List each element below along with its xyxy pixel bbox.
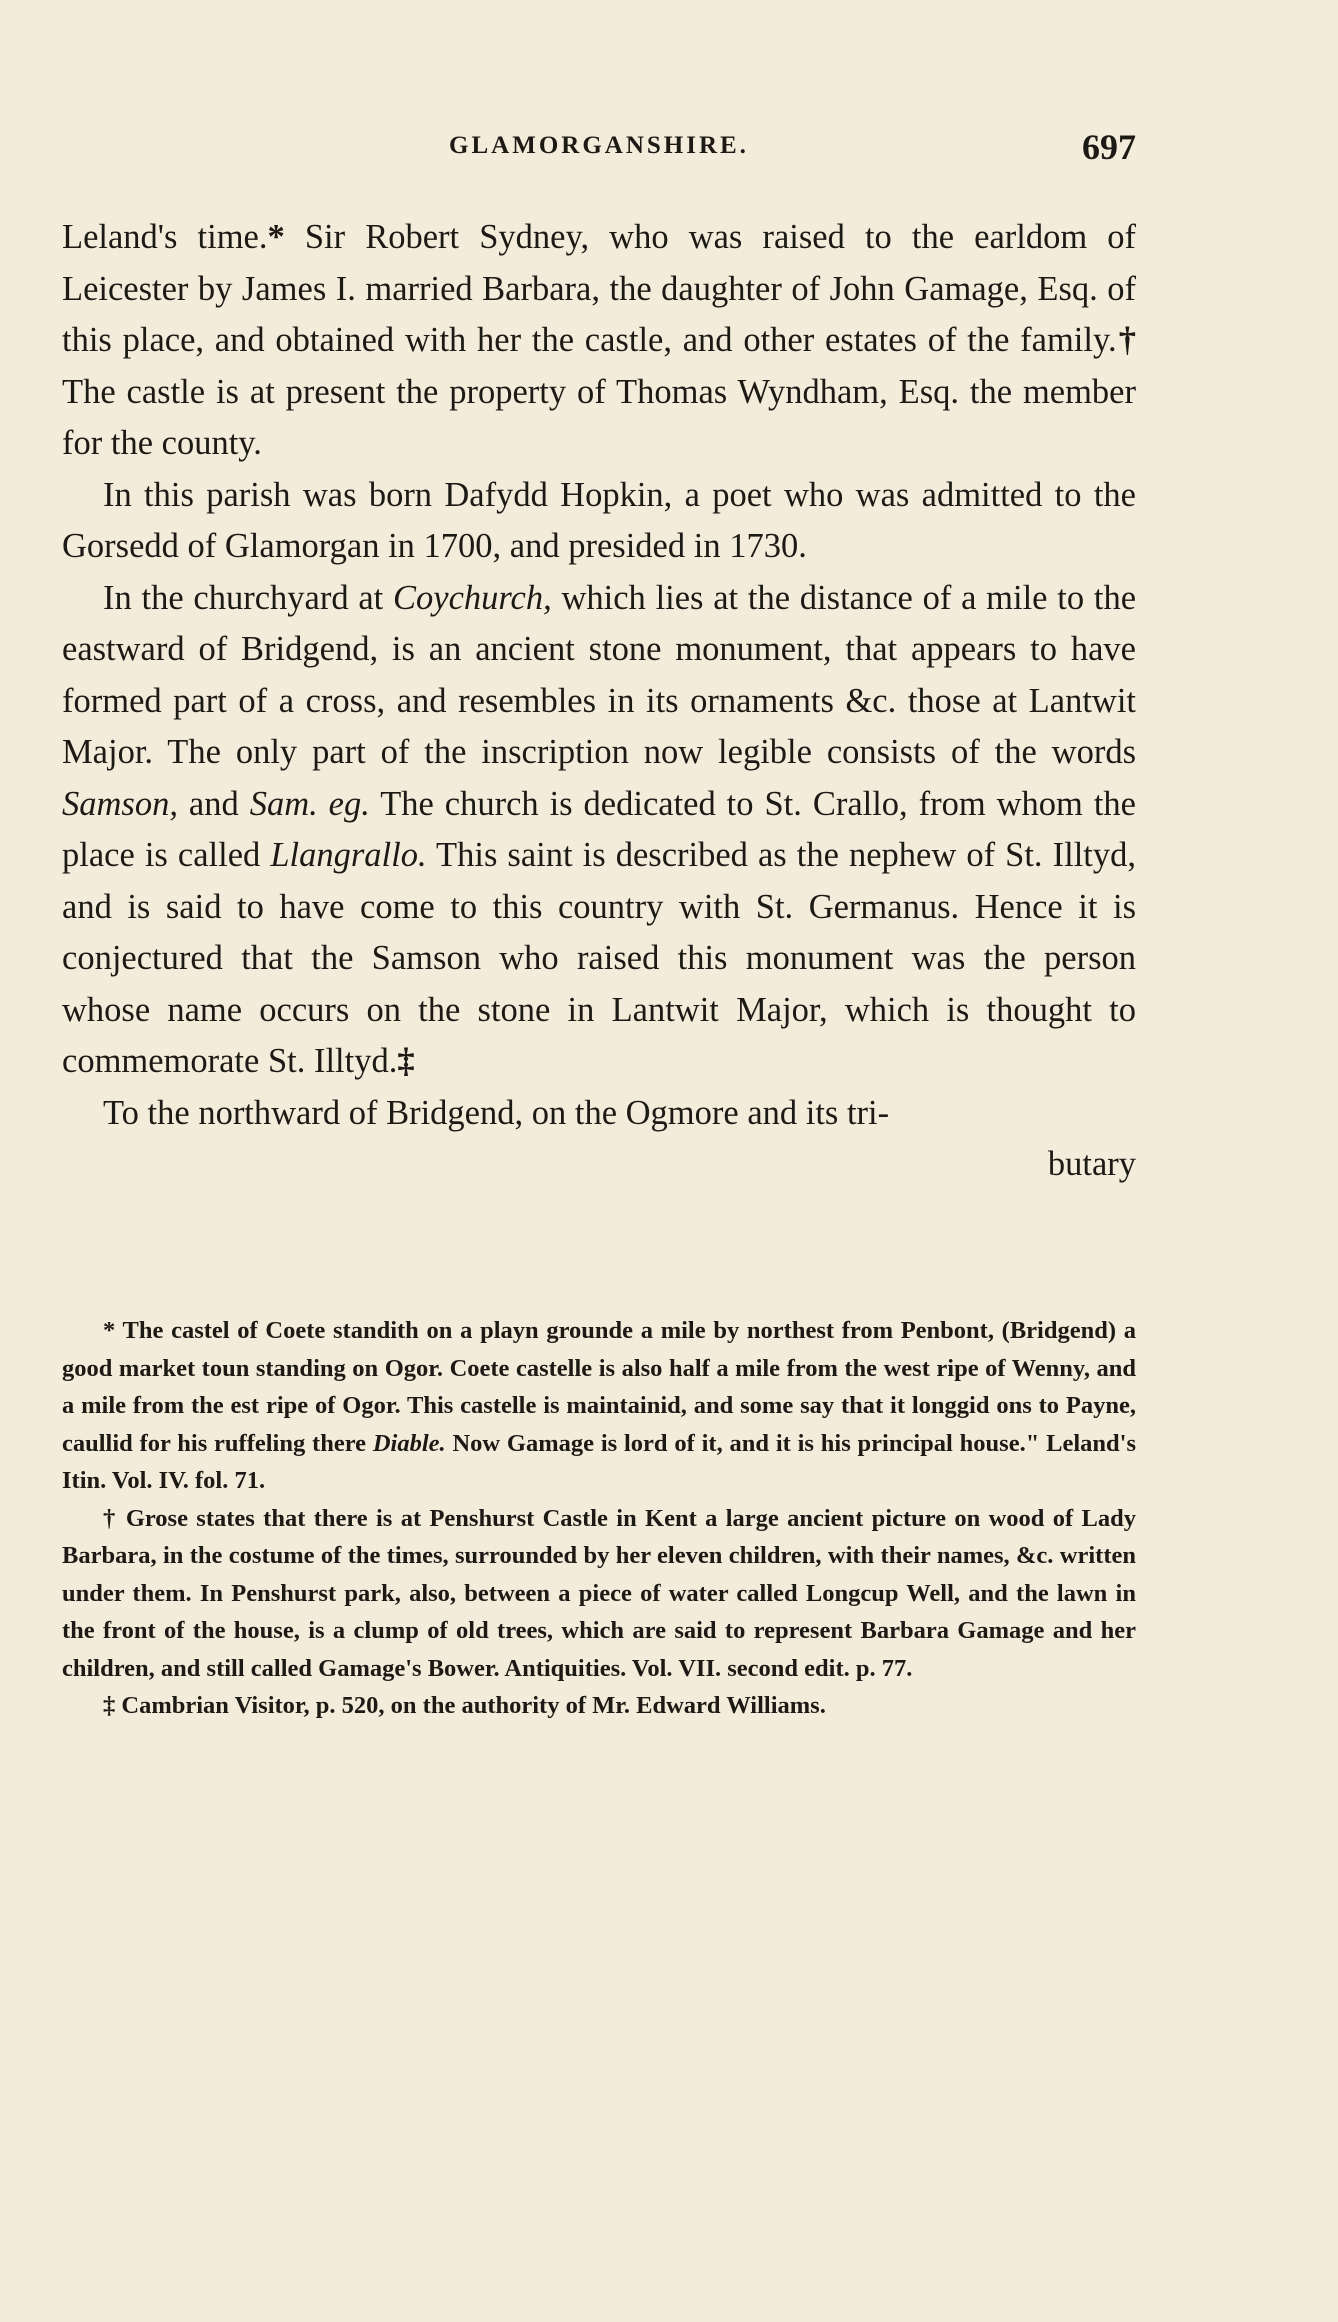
running-title: GLAMORGANSHIRE.	[449, 132, 749, 159]
text-run: In the churchyard at	[103, 578, 393, 617]
place-name-italic: Coychurch,	[393, 578, 552, 617]
text-run: To the northward of Bridgend, on the Ogmore and its tri-	[103, 1093, 890, 1132]
text-run: Sir Robert Sydney, who was raised to the earldom of Leicester by James I. married Barbara, the daughter of John Gamage, Esq. of this place, and obtained with her the castle, and other estates of the family.	[62, 218, 1137, 359]
footnote-ref-dagger: †	[1116, 321, 1136, 359]
footnote-ref-asterisk: *	[267, 218, 285, 256]
catchword: butary	[1047, 1145, 1136, 1183]
footnotes	[62, 1312, 1136, 1725]
body-text	[62, 212, 1136, 1191]
text-run: In this parish was born Dafydd Hopkin, a poet who was admitted to the Gorsedd of Glamorgan in 1700, and presided in 1730.	[62, 475, 1136, 565]
text-run: which lies at the distance of a mile to the eastward of Bridgend, is an ancient stone monument, that appears to have formed part of a cross, and resembles in its ornaments &c. those at Lantwit Major. The only part of the inscription now legible consists of the words	[62, 578, 1137, 771]
text-run: This saint is described as the nephew of St. Illtyd, and is said to have come to this country with St. Germanus. Hence it is conjectured that the Samson who raised this monument was the person whose name occurs on the stone in Lantwit Major, which is thought to commemorate St. Illtyd.	[62, 836, 1136, 1080]
text-run: The church is dedicated to St. Crallo, from whom the place is called	[62, 784, 1136, 874]
text-run: The castle is at present the property of Thomas Wyndham, Esq. the member for the county.	[62, 372, 1136, 462]
footnote-mark-dagger: †	[103, 1504, 118, 1532]
text-run: and	[177, 784, 250, 823]
text-run: Now Gamage is lord of it, and it is his principal house." Leland's Itin. Vol. IV. fol. 71.	[62, 1429, 1136, 1494]
paragraph	[62, 573, 1136, 1088]
paragraph	[62, 212, 1136, 470]
running-head	[62, 127, 1136, 172]
footnote-mark-double-dagger: ‡	[103, 1692, 116, 1719]
footnote-ref-double-dagger: ‡	[397, 1042, 415, 1080]
footnote	[62, 1500, 1136, 1688]
inscription-word-italic: Sam. eg.	[249, 784, 370, 823]
text-run: The castel of Coete standith on a playn grounde a mile by northest from Penbont, (Bridgend) a good market toun standing on Ogor. Coete castelle is also half a mile from the west ripe of Wenny, and a mile from the est ripe of Ogor. This castelle is maintainid, and some say that it longgid ons to Payne, caullid for his ruffeling there	[62, 1317, 1136, 1457]
page-number: 697	[1082, 127, 1136, 167]
text-run: Leland's time.	[62, 218, 268, 256]
place-name-italic: Llangrallo.	[270, 836, 427, 874]
paragraph	[62, 470, 1136, 573]
inscription-word-italic: Samson,	[62, 784, 178, 823]
footnote	[62, 1687, 1136, 1725]
footnote	[62, 1312, 1136, 1500]
paragraph	[62, 1088, 1136, 1140]
text-run: Grose states that there is at Penshurst Castle in Kent a large ancient picture on wood of Lady Barbara, in the costume of the times, surrounded by her eleven children, with their names, &c. written under them. In Penshurst park, also, between a piece of water called Longcup Well, and the lawn in the front of the house, is a clump of old trees, which are said to represent Barbara Gamage and her children, and still called Gamage's Bower. Antiquities. Vol. VII. second edit. p. 77.	[62, 1504, 1136, 1682]
quoted-word-italic: Diable.	[372, 1429, 446, 1457]
footnote-mark-asterisk: *	[103, 1317, 116, 1344]
text-run: Cambrian Visitor, p. 520, on the authority of Mr. Edward Williams.	[115, 1692, 826, 1719]
